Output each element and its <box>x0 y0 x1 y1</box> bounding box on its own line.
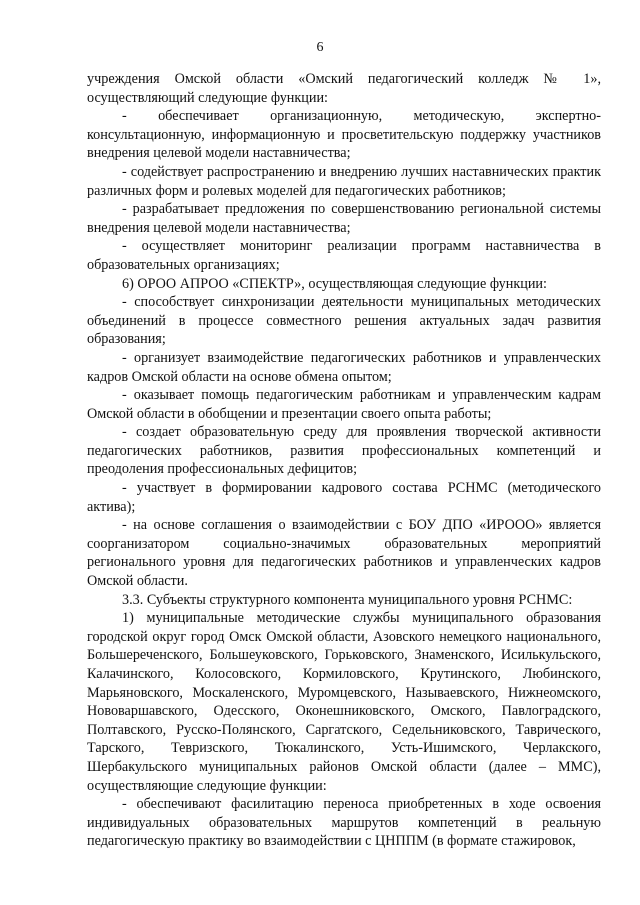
paragraph: - на основе соглашения о взаимодействии с БОУ ДПО «ИРООО» является соорганизатором социально-значимых образовательных мероприятий регионального уровня для педагогических работников и управленческих кадров Омской области. <box>87 517 601 590</box>
page-number: 6 <box>316 40 324 55</box>
paragraph: - обеспечивают фасилитацию переноса приобретенных в ходе освоения индивидуальных образовательных маршрутов компетенций в реальную педагогическую практику во взаимодействии с ЦНППМ (в формате стажировок, <box>87 796 601 850</box>
paragraph: - разрабатывает предложения по совершенствованию региональной системы внедрения целевой модели наставничества; <box>87 201 601 236</box>
paragraph: - создает образовательную среду для проявления творческой активности педагогических работников, развития профессиональных компетенций и преодоления профессиональных дефицитов; <box>87 424 601 478</box>
paragraph: - обеспечивает организационную, методическую, экспертно-консультационную, информационную и просветительскую поддержку участников внедрения целевой модели наставничества; <box>87 108 601 162</box>
paragraph: 6) ОРОО АПРОО «СПЕКТР», осуществляющая следующие функции: <box>122 275 547 292</box>
paragraph: учреждения Омской области «Омский педагогический колледж № 1», осуществляющий следующие функции: <box>87 71 601 106</box>
paragraph: 1) муниципальные методические службы муниципального образования городской округ город Омск Омской области, Азовского немецкого национального, Большереченского, Большеуковского, Горьковского, Знаменского, Исилькульского, Калачинского, Колосовского, Кормиловского, Крутинского, Любинского, Марьяновского, Москаленского, Муромцевского, Называевского, Нижнеомского, Нововаршавского, Одесского, Оконешниковского, Омского, Павлоградского, Полтавского, Русско-Полянского, Саргатского, Седельниковского, Таврического, Тарского, Тевризского, Тюкалинского, Усть-Ишимского, Черлакского, Шербакульского муниципальных районов Омской области (далее – ММС), осуществляющие следующие функции: <box>87 610 601 794</box>
paragraph: - осуществляет мониторинг реализации программ наставничества в образовательных организациях; <box>87 238 601 273</box>
paragraph: - содействует распространению и внедрению лучших наставнических практик различных форм и ролевых моделей для педагогических работников; <box>87 163 601 199</box>
paragraph: - оказывает помощь педагогическим работникам и управленческим кадрам Омской области в обобщении и презентации своего опыта работы; <box>87 387 601 422</box>
paragraph: - участвует в формировании кадрового состава РСНМС (методического актива); <box>87 480 601 515</box>
section-heading: 3.3. Субъекты структурного компонента муниципального уровня РСНМС: <box>122 591 573 608</box>
paragraph: - организует взаимодействие педагогических работников и управленческих кадров Омской области на основе обмена опытом; <box>87 349 601 385</box>
document-body <box>87 70 601 851</box>
paragraph: - способствует синхронизации деятельности муниципальных методических объединений в процессе совместного решения актуальных задач развития образования; <box>87 294 601 348</box>
